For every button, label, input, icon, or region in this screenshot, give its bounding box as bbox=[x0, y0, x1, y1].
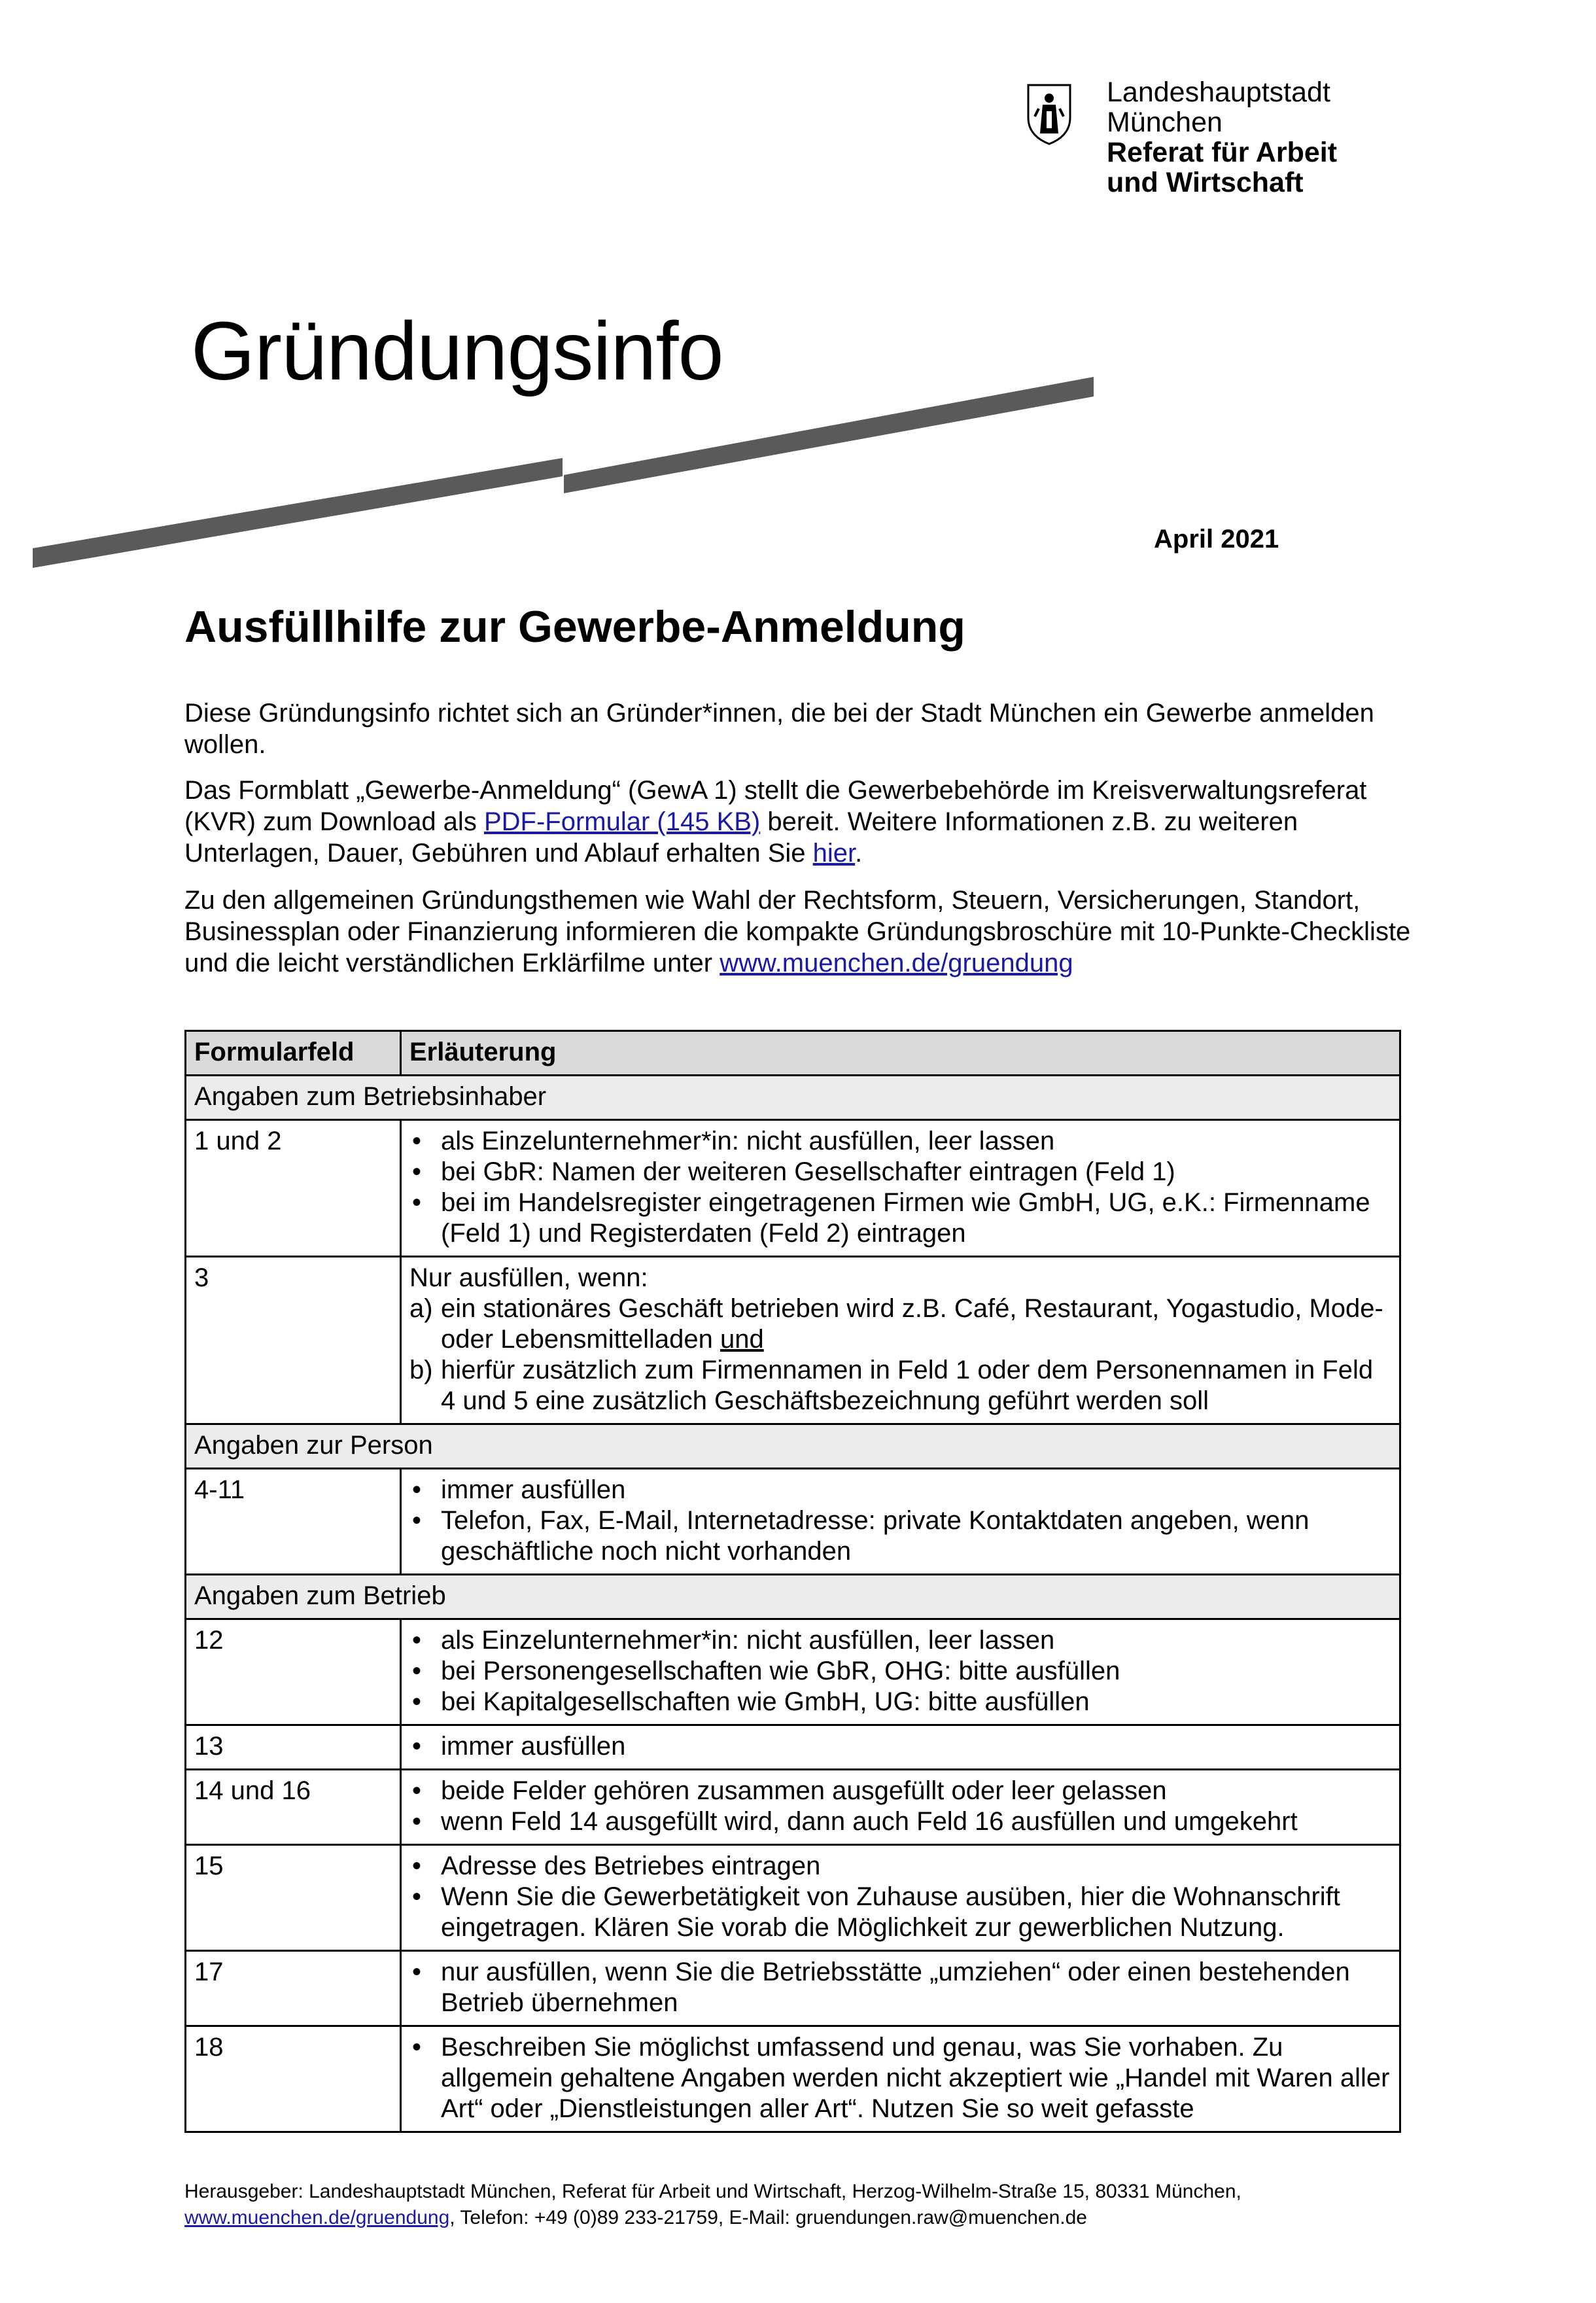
org-line-4: und Wirtschaft bbox=[1107, 167, 1304, 198]
intro-text: . bbox=[855, 839, 863, 868]
section-person: Angaben zur Person bbox=[186, 1424, 1400, 1469]
org-line-3: Referat für Arbeit bbox=[1107, 137, 1338, 168]
bullet-item: • immer ausfüllen bbox=[409, 1731, 1391, 1762]
field-number: 18 bbox=[186, 2026, 401, 2132]
table-row bbox=[186, 1770, 1400, 1845]
table-row bbox=[186, 2026, 1400, 2132]
field-number: 14 und 16 bbox=[186, 1770, 401, 1845]
bullet-item: • nur ausfüllen, wenn Sie die Betriebsstätte „umziehen“ oder einen bestehenden Betrieb übernehmen bbox=[409, 1957, 1391, 2018]
column-header-formularfeld: Formularfeld bbox=[186, 1031, 401, 1076]
intro-text: Zu den allgemeinen Gründungsthemen wie Wahl der Rechtsform, Steuern, Versicherungen, Standort, Businessplan oder Finanzierung informieren die kompakte Gründungsbroschüre mit 10-Punkte-Checkliste und die leicht verständlichen Erklärfilme unter bbox=[184, 886, 1411, 977]
bullet-item: • als Einzelunternehmer*in: nicht ausfüllen, leer lassen bbox=[409, 1625, 1391, 1656]
field-number: 12 bbox=[186, 1619, 401, 1725]
banner-title: Gründungsinfo bbox=[191, 305, 723, 397]
bullet-item: • immer ausfüllen bbox=[409, 1475, 1391, 1505]
bullet-item: • Adresse des Betriebes eintragen bbox=[409, 1851, 1391, 1882]
org-line-2: München bbox=[1107, 107, 1223, 138]
organization-name bbox=[1107, 77, 1337, 198]
form-fields-table bbox=[184, 1030, 1401, 2133]
intro-text: bereit. Weitere Informationen z.B. zu weiteren Unterlagen, Dauer, Gebühren und Ablauf erhalten Sie bbox=[184, 807, 1298, 868]
page-heading: Ausfüllhilfe zur Gewerbe-Anmeldung bbox=[184, 602, 965, 652]
pdf-form-link[interactable]: PDF-Formular (145 KB) bbox=[483, 807, 761, 836]
condition-item bbox=[409, 1355, 1391, 1416]
field-explanation bbox=[401, 1469, 1400, 1575]
bullet-item: • wenn Feld 14 ausgefüllt wird, dann auch Feld 16 ausfüllen und umgekehrt bbox=[409, 1806, 1391, 1837]
table-row bbox=[186, 1725, 1400, 1770]
gruendung-website-link[interactable]: www.muenchen.de/gruendung bbox=[720, 949, 1073, 977]
table-row bbox=[186, 1257, 1400, 1424]
intro-paragraph-3 bbox=[184, 885, 1440, 979]
bullet-item: • Beschreiben Sie möglichst umfassend und genau, was Sie vorhaben. Zu allgemein gehaltene Angaben werden nicht akzeptiert wie „Handel mit Waren aller Art“ oder „Dienstleistungen aller Art“. Nutzen Sie so weit gefasste bbox=[409, 2032, 1391, 2124]
bullet-item: • beide Felder gehören zusammen ausgefüllt oder leer gelassen bbox=[409, 1776, 1391, 1806]
intro-text: Das Formblatt „Gewerbe-Anmeldung“ (GewA 1) stellt die Gewerbebehörde im Kreisverwaltungsreferat (KVR) zum Download als bbox=[184, 776, 1367, 836]
item-marker: b) bbox=[409, 1356, 433, 1384]
field-number: 17 bbox=[186, 1951, 401, 2026]
column-header-erlaeuterung: Erläuterung bbox=[401, 1031, 1400, 1076]
footer-publisher: Herausgeber: Landeshauptstadt München, Referat für Arbeit und Wirtschaft, Herzog-Wilhelm-Straße 15, 80331 München, bbox=[184, 2181, 1241, 2202]
table-row bbox=[186, 1845, 1400, 1951]
field-explanation bbox=[401, 1619, 1400, 1725]
table-row bbox=[186, 1619, 1400, 1725]
table-row bbox=[186, 1469, 1400, 1575]
bullet-item: • Wenn Sie die Gewerbetätigkeit von Zuhause ausüben, hier die Wohnanschrift eingetragen. Klären Sie vorab die Möglichkeit zur gewerblichen Nutzung. bbox=[409, 1882, 1391, 1943]
section-betrieb: Angaben zum Betrieb bbox=[186, 1575, 1400, 1619]
field-number: 4-11 bbox=[186, 1469, 401, 1575]
page-footer bbox=[184, 2179, 1440, 2231]
condition-item bbox=[409, 1293, 1391, 1355]
footer-website-link[interactable]: www.muenchen.de/gruendung bbox=[184, 2207, 450, 2228]
munich-coat-of-arms-icon bbox=[1026, 82, 1073, 145]
table-row bbox=[186, 1120, 1400, 1257]
bullet-item: • bei Personengesellschaften wie GbR, OHG: bitte ausfüllen bbox=[409, 1656, 1391, 1687]
banner-stripes bbox=[26, 366, 1112, 582]
field-explanation bbox=[401, 1257, 1400, 1424]
field-explanation bbox=[401, 1120, 1400, 1257]
table-row bbox=[186, 1951, 1400, 2026]
table-section-row bbox=[186, 1424, 1400, 1469]
table-header-row bbox=[186, 1031, 1400, 1076]
field-explanation bbox=[401, 2026, 1400, 2132]
table-section-row bbox=[186, 1575, 1400, 1619]
org-line-1: Landeshauptstadt bbox=[1107, 77, 1330, 108]
bullet-item: • als Einzelunternehmer*in: nicht ausfüllen, leer lassen bbox=[409, 1126, 1391, 1157]
field-number: 1 und 2 bbox=[186, 1120, 401, 1257]
intro-paragraph-2 bbox=[184, 775, 1440, 869]
field-number: 15 bbox=[186, 1845, 401, 1951]
footer-contact-text: , Telefon: +49 (0)89 233-21759, E-Mail: gruendungen.raw@muenchen.de bbox=[449, 2207, 1087, 2228]
field-explanation bbox=[401, 1770, 1400, 1845]
footer-contact bbox=[184, 2205, 1440, 2231]
table-section-row bbox=[186, 1076, 1400, 1120]
publication-date: April 2021 bbox=[1154, 525, 1279, 554]
bullet-item: • bei im Handelsregister eingetragenen Firmen wie GmbH, UG, e.K.: Firmenname (Feld 1) und Registerdaten (Feld 2) eintragen bbox=[409, 1187, 1391, 1249]
item-text: hierfür zusätzlich zum Firmennamen in Feld 1 oder dem Personennamen in Feld 4 und 5 eine zusätzlich Geschäftsbezeichnung geführt werden soll bbox=[441, 1356, 1374, 1415]
bullet-item: • Telefon, Fax, E-Mail, Internetadresse: private Kontaktdaten angeben, wenn geschäftliche noch nicht vorhanden bbox=[409, 1505, 1391, 1567]
field-number: 3 bbox=[186, 1257, 401, 1424]
intro-paragraph-1: Diese Gründungsinfo richtet sich an Gründer*innen, die bei der Stadt München ein Gewerbe anmelden wollen. bbox=[184, 699, 1374, 759]
item-text: ein stationäres Geschäft betrieben wird z.B. Café, Restaurant, Yogastudio, Mode- oder Lebensmittelladen bbox=[441, 1294, 1383, 1354]
condition-intro: Nur ausfüllen, wenn: bbox=[409, 1263, 648, 1292]
field-number: 13 bbox=[186, 1725, 401, 1770]
bullet-item: • bei Kapitalgesellschaften wie GmbH, UG: bitte ausfüllen bbox=[409, 1687, 1391, 1717]
field-explanation bbox=[401, 1845, 1400, 1951]
item-marker: a) bbox=[409, 1294, 433, 1323]
bullet-item: • bei GbR: Namen der weiteren Gesellschafter eintragen (Feld 1) bbox=[409, 1157, 1391, 1187]
more-info-link[interactable]: hier bbox=[812, 839, 856, 868]
section-betriebsinhaber: Angaben zum Betriebsinhaber bbox=[186, 1076, 1400, 1120]
field-explanation bbox=[401, 1725, 1400, 1770]
field-explanation bbox=[401, 1951, 1400, 2026]
item-emphasis: und bbox=[720, 1325, 764, 1354]
